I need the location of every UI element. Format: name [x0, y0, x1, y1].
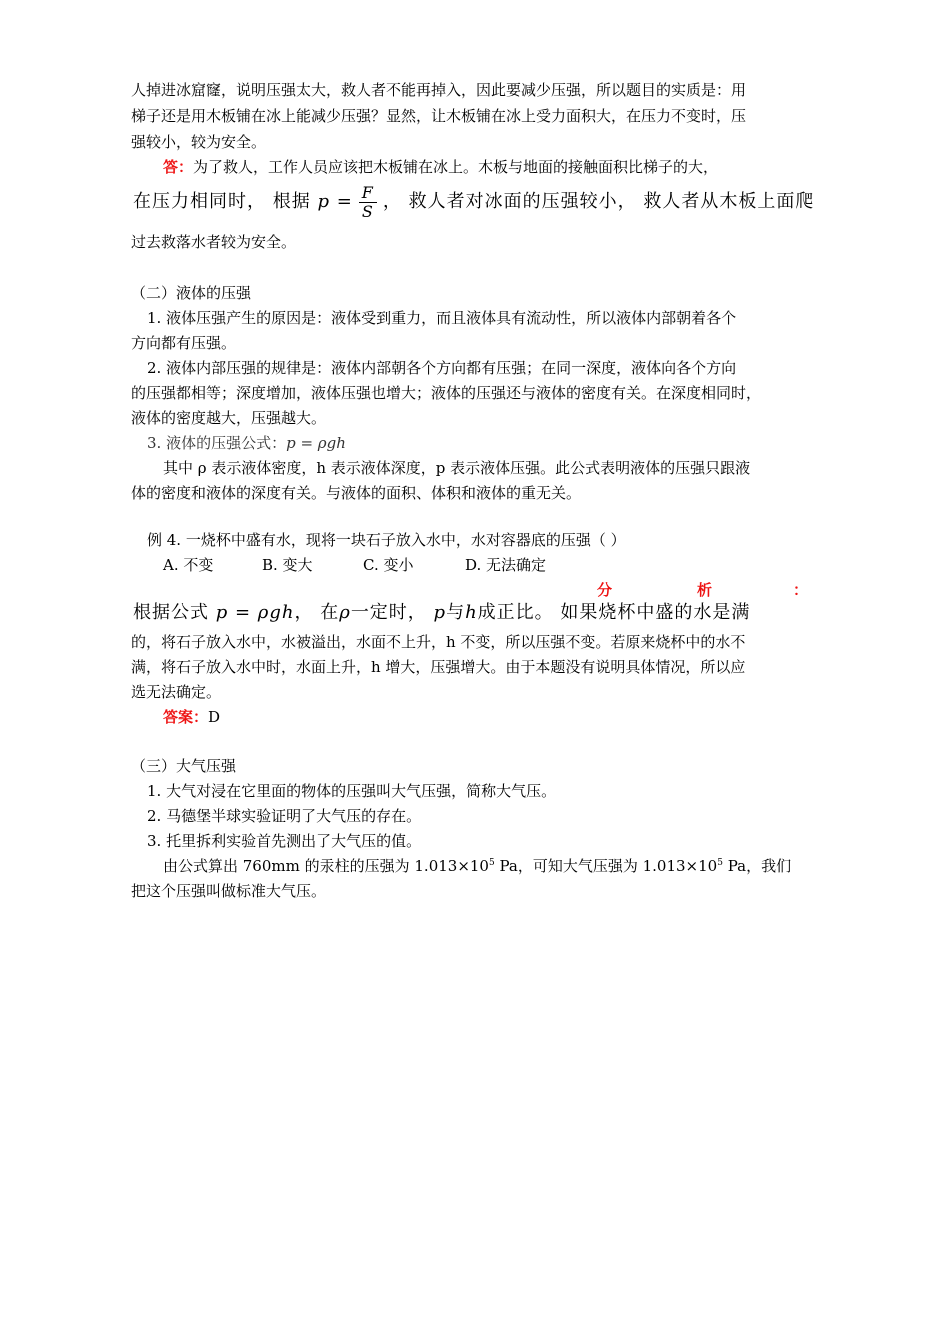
option-b: B. 变大 — [262, 556, 313, 574]
list-item: 2. 液体内部压强的规律是：液体内部朝各个方向都有压强；在同一深度，液体向各个方向 — [147, 359, 737, 377]
section-heading: （三）大气压强 — [131, 757, 237, 775]
paragraph-text: Pa，我们 — [722, 857, 792, 875]
formula-p: p = — [317, 191, 353, 212]
list-item: 2. 马德堡半球实验证明了大气压的存在。 — [147, 807, 422, 825]
list-item-continuation: 的压强都相等；深度增加，液体压强也增大；液体的压强还与液体的密度有关。在深度相同时， — [131, 384, 762, 402]
list-item: 3. 托里拆利实验首先测出了大气压的值。 — [147, 832, 422, 850]
exponent: 5 — [717, 858, 723, 868]
answer-text: 为了救人，工作人员应该把木板铺在冰上。木板与地面的接触面积比梯子的大， — [193, 158, 719, 176]
paragraph-line: 选无法确定。 — [131, 683, 222, 701]
paragraph-line: 强较小，较为安全。 — [131, 133, 267, 151]
paragraph-line: 体的密度和液体的深度有关。与液体的面积、体积和液体的重无关。 — [131, 484, 582, 502]
answer-formula-line — [133, 182, 814, 222]
analysis-text: 与 — [446, 602, 466, 623]
answer-text: ， 救人者对冰面的压强较小， 救人者从木板上面爬 — [382, 191, 815, 212]
symbol-p: p — [433, 602, 447, 623]
analysis-line — [133, 603, 750, 623]
list-item: 1. 液体压强产生的原因是：液体受到重力，而且液体具有流动性，所以液体内部朝着各个 — [147, 309, 737, 327]
formula-liquid-pressure: p = ρgh — [286, 434, 346, 452]
answer-label: 答案： — [163, 708, 209, 726]
paragraph-text: 由公式算出 760mm 的汞柱的压强为 1.013×10 — [163, 857, 489, 875]
exponent: 5 — [488, 858, 495, 868]
answer-label: 答： — [163, 158, 194, 176]
paragraph-line: 的，将石子放入水中，水被溢出，水面不上升，h 不变，所以压强不变。若原来烧杯中的水不 — [131, 633, 746, 651]
answer-line — [163, 707, 220, 727]
paragraph-text: Pa，可知大气压强为 1.013×10 — [494, 857, 718, 875]
option-c: C. 变小 — [363, 556, 414, 574]
analysis-text: ， 在 — [294, 602, 340, 623]
answer-value: D — [208, 708, 221, 726]
symbol-rho: ρ — [339, 602, 351, 623]
analysis-text: 根据公式 — [133, 602, 216, 623]
fraction-numerator: F — [359, 184, 377, 203]
paragraph-line: 把这个压强叫做标准大气压。 — [131, 882, 327, 900]
analysis-label-2: 析 — [697, 581, 713, 599]
example-question: 例 4. 一烧杯中盛有水，现将一块石子放入水中，水对容器底的压强（ ） — [147, 531, 626, 549]
paragraph-line: 人掉进冰窟窿，说明压强太大，救人者不能再掉入，因此要减少压强，所以题目的实质是：用 — [131, 81, 747, 99]
paragraph-line: 满，将石子放入水中时，水面上升，h 增大，压强增大。由于本题没有说明具体情况，所以应 — [131, 658, 746, 676]
list-item — [147, 433, 346, 453]
option-a: A. 不变 — [163, 556, 214, 574]
list-item-continuation: 方向都有压强。 — [131, 334, 237, 352]
formula-liquid-pressure: p = ρgh — [215, 602, 295, 623]
formula-fraction — [359, 184, 377, 221]
analysis-text: 成正比。 如果烧杯中盛的水是满 — [477, 602, 751, 623]
paragraph-line: 其中 ρ 表示液体密度，h 表示液体深度，p 表示液体压强。此公式表明液体的压强只跟液 — [163, 459, 751, 477]
fraction-denominator: S — [361, 201, 374, 221]
paragraph-line: 过去救落水者较为安全。 — [131, 233, 297, 251]
formula-label: 3. 液体的压强公式： — [147, 434, 287, 452]
symbol-h: h — [465, 602, 478, 623]
analysis-label-3: ： — [793, 581, 809, 599]
paragraph-line: 梯子还是用木板铺在冰上能减少压强？显然，让木板铺在冰上受力面积大，在压力不变时，压 — [131, 107, 747, 125]
option-d: D. 无法确定 — [465, 556, 547, 574]
list-item: 1. 大气对浸在它里面的物体的压强叫大气压强，简称大气压。 — [147, 782, 557, 800]
analysis-text: 一定时， — [350, 602, 434, 623]
list-item-continuation: 液体的密度越大，压强越大。 — [131, 409, 327, 427]
answer-line — [163, 157, 718, 177]
analysis-label-1: 分 — [597, 581, 613, 599]
paragraph-line — [163, 856, 791, 876]
answer-text: 在压力相同时， 根据 — [133, 191, 318, 212]
section-heading: （二）液体的压强 — [131, 284, 252, 302]
